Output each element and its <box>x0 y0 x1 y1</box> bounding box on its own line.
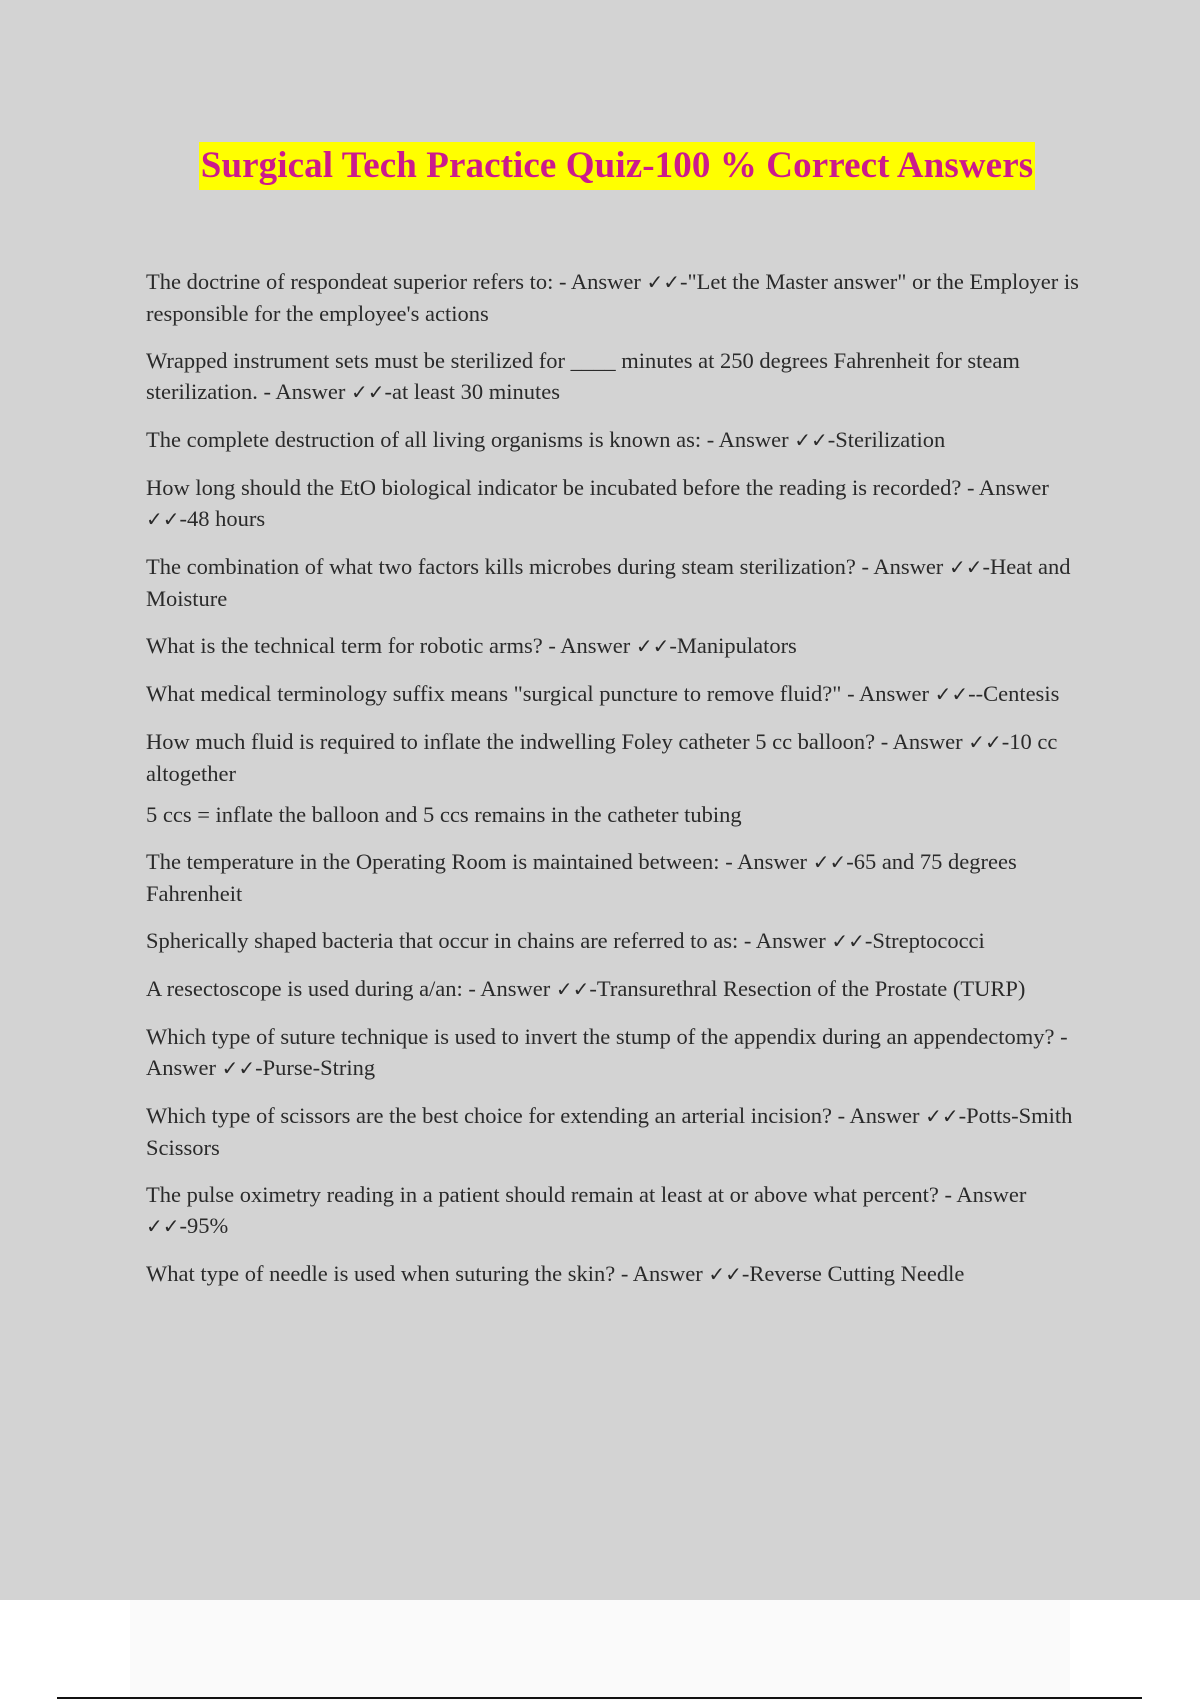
answer-text: -at least 30 minutes <box>384 379 561 404</box>
qa-item <box>146 925 1096 957</box>
qa-item <box>146 630 1096 662</box>
answer-text: -Streptococci <box>864 928 985 953</box>
answer-text: -Sterilization <box>827 427 946 452</box>
answer-text: -"Let the Master answer" or the Employer is responsible for the employee's actions <box>146 269 1079 326</box>
qa-item <box>146 1258 1096 1290</box>
answer-text: -Manipulators <box>669 633 797 658</box>
question-text: The doctrine of respondeat superior refers to: - Answer <box>146 269 647 294</box>
title-container <box>0 142 1200 190</box>
question-text: The pulse oximetry reading in a patient should remain at least at or above what percent? - Answer <box>146 1182 1027 1207</box>
qa-list <box>146 266 1096 1306</box>
double-check-icon: ✓✓ <box>948 555 983 579</box>
answer-text: --Centesis <box>968 681 1060 706</box>
double-check-icon: ✓✓ <box>646 270 680 294</box>
qa-item <box>146 973 1096 1005</box>
question-text: What is the technical term for robotic arms? - Answer <box>146 633 636 658</box>
next-page-preview <box>130 1600 1070 1700</box>
double-check-icon: ✓✓ <box>635 634 670 658</box>
qa-item <box>146 345 1096 408</box>
qa-item <box>146 1179 1096 1242</box>
question-text: A resectoscope is used during a/an: - Answer <box>146 976 556 1001</box>
qa-item <box>146 472 1096 535</box>
qa-item <box>146 726 1096 789</box>
double-check-icon: ✓✓ <box>221 1056 256 1080</box>
double-check-icon: ✓✓ <box>925 1104 959 1128</box>
double-check-icon: ✓✓ <box>934 682 969 706</box>
double-check-icon: ✓✓ <box>831 929 865 953</box>
qa-item <box>146 846 1096 909</box>
document-title: Surgical Tech Practice Quiz-100 % Correct Answers <box>199 142 1035 190</box>
answer-text: -Purse-String <box>255 1055 376 1080</box>
qa-note <box>146 799 1096 830</box>
answer-text: -Reverse Cutting Needle <box>741 1261 965 1286</box>
question-text: What type of needle is used when suturing the skin? - Answer <box>146 1261 709 1286</box>
answer-text: -Transurethral Resection of the Prostate (TURP) <box>589 976 1026 1001</box>
double-check-icon: ✓✓ <box>350 380 385 404</box>
question-text: The temperature in the Operating Room is maintained between: - Answer <box>146 849 813 874</box>
answer-text: -10 cc altogether <box>146 729 1058 786</box>
double-check-icon: ✓✓ <box>708 1262 742 1286</box>
answer-text: -65 and 75 degrees Fahrenheit <box>146 849 1017 906</box>
double-check-icon: ✓✓ <box>968 730 1002 754</box>
answer-text: -Heat and Moisture <box>146 554 1071 611</box>
double-check-icon: ✓✓ <box>812 850 847 874</box>
question-text: Wrapped instrument sets must be sterilized for ____ minutes at 250 degrees Fahrenheit for steam sterilization. - Answer <box>146 348 1020 404</box>
question-text: What medical terminology suffix means "surgical puncture to remove fluid?" - Answer <box>146 681 935 706</box>
question-text: Which type of suture technique is used to invert the stump of the appendix during an appendectomy? - Answer <box>146 1024 1068 1080</box>
double-check-icon: ✓✓ <box>146 1214 180 1238</box>
qa-item <box>146 1021 1096 1084</box>
footer-divider <box>57 1697 1142 1699</box>
qa-item <box>146 424 1096 456</box>
note-text: 5 ccs = inflate the balloon and 5 ccs remains in the catheter tubing <box>146 802 742 827</box>
qa-item <box>146 551 1096 614</box>
answer-text: -Potts-Smith Scissors <box>146 1103 1073 1160</box>
question-text: How much fluid is required to inflate the indwelling Foley catheter 5 cc balloon? - Answer <box>146 729 969 754</box>
qa-item <box>146 678 1096 710</box>
question-text: Which type of scissors are the best choice for extending an arterial incision? - Answer <box>146 1103 926 1128</box>
question-text: How long should the EtO biological indicator be incubated before the reading is recorded? - Answer <box>146 475 1049 500</box>
question-text: Spherically shaped bacteria that occur in chains are referred to as: - Answer <box>146 928 832 953</box>
qa-item <box>146 1100 1096 1163</box>
qa-item <box>146 266 1096 329</box>
question-text: The complete destruction of all living organisms is known as: - Answer <box>146 427 795 452</box>
double-check-icon: ✓✓ <box>794 428 828 452</box>
question-text: The combination of what two factors kills microbes during steam sterilization? - Answer <box>146 554 949 579</box>
answer-text: -48 hours <box>179 506 266 531</box>
answer-text: -95% <box>179 1213 229 1238</box>
double-check-icon: ✓✓ <box>146 507 180 531</box>
double-check-icon: ✓✓ <box>555 977 590 1001</box>
